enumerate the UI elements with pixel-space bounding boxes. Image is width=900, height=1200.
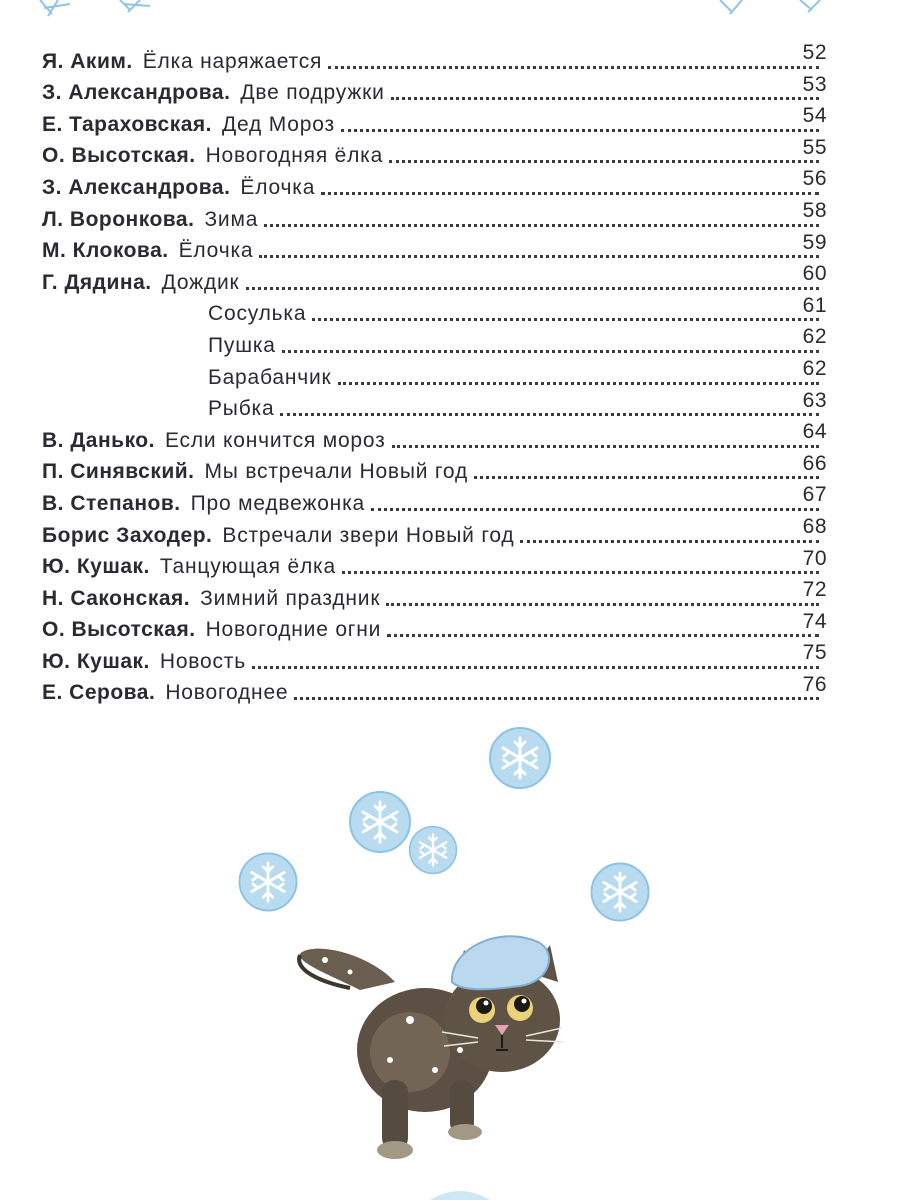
toc-page-number: 66	[802, 451, 827, 475]
dot-leader	[342, 571, 819, 574]
toc-author: М. Клокова.	[42, 239, 169, 263]
toc-page-number: 74	[802, 609, 827, 633]
toc-title: Дождик	[161, 270, 240, 294]
dot-leader	[389, 160, 819, 163]
toc-title: Новогодние огни	[205, 618, 382, 642]
toc-entry[interactable]	[42, 451, 827, 487]
toc-title: Дед Мороз	[222, 112, 335, 136]
toc-entry[interactable]	[42, 135, 827, 171]
toc-title: Про медвежонка	[190, 491, 366, 515]
toc-author: Я. Аким.	[42, 49, 133, 73]
snowflake-icon	[410, 827, 457, 874]
toc-title: Если кончится мороз	[164, 428, 386, 452]
toc-author: З. Александрова.	[42, 81, 231, 105]
toc-title: Зимний праздник	[200, 586, 381, 610]
cat	[299, 936, 564, 1159]
toc-page-number: 70	[802, 546, 827, 570]
toc-entry[interactable]	[42, 356, 827, 392]
toc-entry[interactable]	[42, 72, 827, 108]
dot-leader	[386, 603, 819, 606]
toc-title: Барабанчик	[208, 365, 332, 389]
toc-page-number: 76	[802, 672, 827, 696]
toc-title: Встречали звери Новый год	[222, 523, 515, 547]
toc-author: О. Высотская.	[42, 618, 196, 642]
toc-page-number: 64	[802, 420, 827, 444]
dot-leader	[246, 287, 819, 290]
toc-page-number: 72	[802, 578, 827, 602]
dot-leader	[392, 445, 819, 448]
snowflake-icon	[240, 854, 297, 911]
toc-page-number: 68	[802, 514, 827, 538]
toc-title: Новогодняя ёлка	[205, 144, 384, 168]
toc-page-number: 52	[802, 41, 827, 64]
toc-title: Мы встречали Новый год	[204, 460, 469, 484]
toc-title: Ёлочка	[240, 175, 316, 199]
dot-leader	[264, 224, 819, 227]
toc-page-number: 61	[802, 293, 827, 317]
toc-entry[interactable]	[42, 420, 827, 455]
toc-title: Зима	[204, 207, 259, 231]
toc-page-number: 63	[802, 388, 827, 412]
dot-leader	[391, 97, 819, 100]
toc-page-number: 62	[802, 356, 827, 380]
toc-entry[interactable]	[42, 609, 827, 645]
toc-entry[interactable]	[42, 672, 827, 708]
dot-leader	[387, 634, 819, 637]
toc-title: Новость	[159, 649, 246, 673]
toc-title: Пушка	[208, 333, 276, 357]
toc-entry[interactable]	[42, 514, 827, 550]
cat-illustration	[220, 720, 680, 1190]
toc-entry[interactable]	[42, 104, 827, 139]
toc-title: Ёлочка	[178, 239, 254, 263]
snowflake-icon	[592, 864, 649, 921]
dot-leader	[280, 413, 819, 416]
dot-leader	[321, 192, 819, 195]
toc-page-number: 53	[802, 72, 827, 96]
toc-author: Н. Саконская.	[42, 586, 191, 610]
toc-title: Ёлка наряжается	[142, 49, 323, 73]
dot-leader	[341, 129, 819, 132]
toc-author: П. Синявский.	[42, 460, 195, 484]
dot-leader	[338, 382, 820, 385]
toc-author: Е. Серова.	[42, 681, 156, 705]
toc-page-number: 60	[802, 262, 827, 286]
dot-leader	[282, 350, 819, 353]
toc-page-number: 56	[802, 167, 827, 191]
toc-entry[interactable]	[42, 262, 827, 297]
table-of-contents	[42, 41, 827, 707]
dot-leader	[520, 540, 819, 543]
snowflake-icon	[490, 728, 550, 788]
toc-entry[interactable]	[42, 483, 827, 518]
dot-leader	[371, 508, 819, 511]
dot-leader	[312, 318, 819, 321]
toc-author: З. Александрова.	[42, 175, 231, 199]
toc-entry[interactable]	[42, 578, 827, 613]
toc-title: Новогоднее	[165, 681, 289, 705]
dot-leader	[294, 697, 819, 700]
toc-author: Ю. Кушак.	[42, 649, 150, 673]
toc-author: Л. Воронкова.	[42, 207, 195, 231]
toc-author: Ю. Кушак.	[42, 555, 150, 579]
toc-entry[interactable]	[42, 388, 827, 424]
toc-entry[interactable]	[42, 167, 827, 202]
toc-author: Г. Дядина.	[42, 270, 152, 294]
dot-leader	[474, 476, 819, 479]
toc-page-number: 58	[802, 198, 827, 222]
toc-title: Сосулька	[208, 302, 307, 326]
toc-title: Танцующая ёлка	[159, 555, 336, 579]
toc-page-number: 75	[802, 641, 827, 665]
toc-entry[interactable]	[42, 41, 827, 76]
dot-leader	[252, 666, 819, 669]
toc-entry[interactable]	[42, 198, 827, 234]
toc-page-number: 59	[802, 230, 827, 254]
toc-entry[interactable]	[42, 641, 827, 676]
toc-title: Рыбка	[208, 397, 275, 421]
dot-leader	[328, 66, 819, 69]
toc-author: Борис Заходер.	[42, 523, 213, 547]
toc-entry[interactable]	[42, 230, 827, 266]
dot-leader	[259, 255, 819, 258]
toc-page-number: 62	[802, 325, 827, 349]
toc-title: Две подружки	[240, 81, 385, 105]
toc-page-number: 67	[802, 483, 827, 507]
toc-author: Е. Тараховская.	[42, 112, 212, 136]
snowflake-icon	[350, 792, 410, 852]
toc-author: В. Степанов.	[42, 491, 181, 515]
toc-entry[interactable]	[42, 546, 827, 582]
toc-entry[interactable]	[42, 325, 827, 360]
toc-entry[interactable]	[42, 293, 827, 329]
toc-page-number: 54	[802, 104, 827, 128]
toc-page-number: 55	[802, 135, 827, 159]
toc-author: В. Данько.	[42, 428, 155, 452]
bottom-snowflake-decoration	[420, 1188, 500, 1200]
toc-author: О. Высотская.	[42, 144, 196, 168]
top-snowflake-decoration	[0, 0, 900, 20]
